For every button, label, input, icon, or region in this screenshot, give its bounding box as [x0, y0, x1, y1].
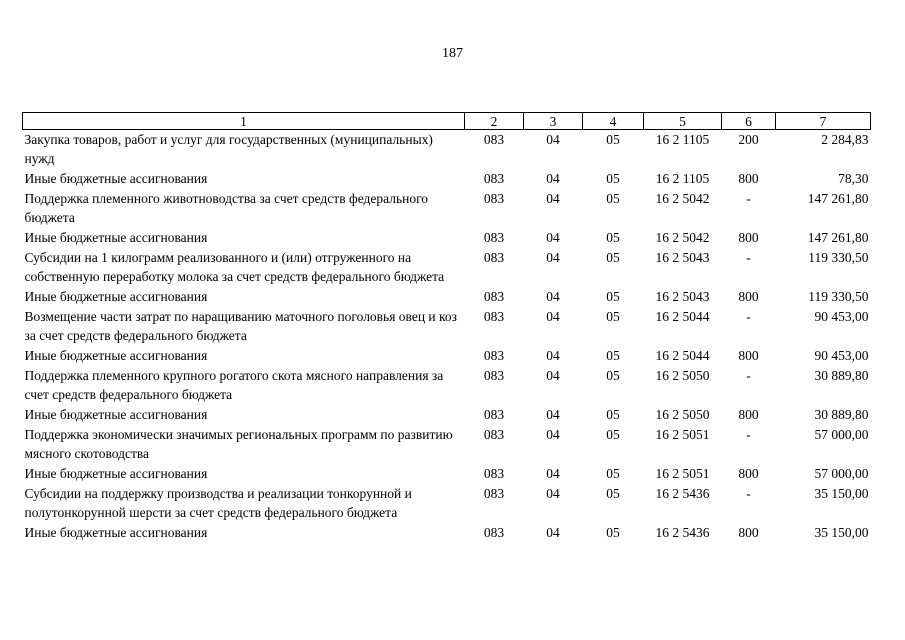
row-name: Поддержка экономически значимых региональных программ по развитию мясного скотоводства [24, 427, 453, 461]
table-row [23, 345, 871, 365]
row-code-6: - [746, 486, 751, 501]
row-code-5: 16 2 1105 [655, 171, 710, 186]
table-row [23, 424, 871, 463]
row-code-4: 05 [606, 230, 620, 245]
row-code-4: 05 [606, 250, 620, 265]
row-code-2: 083 [483, 525, 505, 540]
row-code-2: 083 [483, 407, 505, 422]
row-amount: 90 453,00 [814, 309, 869, 324]
table-row [23, 188, 871, 227]
row-code-5: 16 2 5050 [655, 368, 710, 383]
column-header-2: 2 [465, 113, 524, 130]
row-amount: 30 889,80 [814, 407, 869, 422]
row-name: Иные бюджетные ассигнования [24, 407, 208, 422]
row-code-5: 16 2 5436 [655, 525, 710, 540]
row-code-3: 04 [546, 407, 560, 422]
row-code-3: 04 [546, 309, 560, 324]
row-amount: 147 261,80 [807, 191, 869, 206]
row-code-2: 083 [483, 427, 505, 442]
row-code-5: 16 2 1105 [655, 132, 710, 147]
column-header-3: 3 [524, 113, 583, 130]
row-name: Возмещение части затрат по наращиванию маточного поголовья овец и коз за счет средств федерального бюджета [24, 309, 457, 343]
column-header-6: 6 [722, 113, 776, 130]
row-code-4: 05 [606, 525, 620, 540]
row-name: Иные бюджетные ассигнования [24, 348, 208, 363]
table-row [23, 168, 871, 188]
row-code-4: 05 [606, 407, 620, 422]
row-amount: 119 330,50 [808, 289, 869, 304]
row-amount: 35 150,00 [814, 486, 869, 501]
row-code-6: 800 [738, 466, 759, 481]
row-code-5: 16 2 5050 [655, 407, 710, 422]
row-code-2: 083 [483, 309, 505, 324]
row-code-6: - [746, 368, 751, 383]
table-row [23, 286, 871, 306]
row-code-5: 16 2 5042 [655, 230, 710, 245]
table-row [23, 247, 871, 286]
table-row [23, 365, 871, 404]
row-code-5: 16 2 5051 [655, 427, 710, 442]
row-name: Иные бюджетные ассигнования [24, 289, 208, 304]
table-row [23, 130, 871, 169]
row-amount: 2 284,83 [821, 132, 869, 147]
row-code-2: 083 [483, 368, 505, 383]
table-body [23, 130, 871, 543]
row-code-3: 04 [546, 230, 560, 245]
row-code-4: 05 [606, 289, 620, 304]
row-name: Иные бюджетные ассигнования [24, 466, 208, 481]
row-code-2: 083 [483, 191, 505, 206]
column-header-4: 4 [583, 113, 644, 130]
row-code-3: 04 [546, 525, 560, 540]
page-number: 187 [442, 46, 463, 61]
row-code-2: 083 [483, 486, 505, 501]
row-code-4: 05 [606, 427, 620, 442]
table-header-row [23, 113, 871, 130]
row-code-4: 05 [606, 368, 620, 383]
row-code-6: 800 [738, 289, 759, 304]
row-code-6: - [746, 191, 751, 206]
row-code-3: 04 [546, 289, 560, 304]
row-code-4: 05 [606, 486, 620, 501]
row-code-3: 04 [546, 486, 560, 501]
row-code-6: 800 [738, 407, 759, 422]
row-name: Субсидии на 1 килограмм реализованного и (или) отгруженного на собственную переработку молока за счет средств федерального бюджета [24, 250, 445, 284]
row-code-3: 04 [546, 171, 560, 186]
row-code-3: 04 [546, 191, 560, 206]
row-code-6: 800 [738, 171, 759, 186]
row-amount: 119 330,50 [808, 250, 869, 265]
row-name: Иные бюджетные ассигнования [24, 525, 208, 540]
row-code-3: 04 [546, 132, 560, 147]
table-row [23, 483, 871, 522]
row-code-4: 05 [606, 309, 620, 324]
row-code-5: 16 2 5051 [655, 466, 710, 481]
row-code-3: 04 [546, 348, 560, 363]
table-row [23, 522, 871, 542]
row-code-3: 04 [546, 368, 560, 383]
row-amount: 30 889,80 [814, 368, 869, 383]
row-code-6: 200 [738, 132, 759, 147]
column-header-1: 1 [23, 113, 465, 130]
row-amount: 57 000,00 [814, 466, 869, 481]
row-code-4: 05 [606, 191, 620, 206]
row-code-2: 083 [483, 132, 505, 147]
row-code-5: 16 2 5042 [655, 191, 710, 206]
row-code-5: 16 2 5044 [655, 348, 710, 363]
row-code-5: 16 2 5043 [655, 289, 710, 304]
table-row [23, 227, 871, 247]
row-name: Закупка товаров, работ и услуг для государственных (муниципальных) нужд [24, 132, 433, 166]
row-amount: 147 261,80 [807, 230, 869, 245]
row-code-6: - [746, 250, 751, 265]
row-code-4: 05 [606, 132, 620, 147]
row-code-2: 083 [483, 348, 505, 363]
row-name: Субсидии на поддержку производства и реализации тонкорунной и полутонкорунной шерсти за счет средств федерального бюджета [24, 486, 412, 520]
row-code-3: 04 [546, 250, 560, 265]
row-code-5: 16 2 5436 [655, 486, 710, 501]
row-code-6: 800 [738, 525, 759, 540]
row-code-6: - [746, 427, 751, 442]
row-code-4: 05 [606, 171, 620, 186]
table-row [23, 463, 871, 483]
row-amount: 90 453,00 [814, 348, 869, 363]
row-name: Иные бюджетные ассигнования [24, 230, 208, 245]
row-code-4: 05 [606, 348, 620, 363]
row-code-6: - [746, 309, 751, 324]
row-code-6: 800 [738, 230, 759, 245]
row-amount: 35 150,00 [814, 525, 869, 540]
column-header-5: 5 [644, 113, 722, 130]
row-code-2: 083 [483, 171, 505, 186]
row-code-4: 05 [606, 466, 620, 481]
budget-table [22, 112, 871, 542]
row-code-6: 800 [738, 348, 759, 363]
table-row [23, 306, 871, 345]
row-code-2: 083 [483, 466, 505, 481]
row-amount: 78,30 [838, 171, 869, 186]
row-code-3: 04 [546, 427, 560, 442]
table-row [23, 404, 871, 424]
row-code-2: 083 [483, 230, 505, 245]
row-amount: 57 000,00 [814, 427, 869, 442]
column-header-7: 7 [776, 113, 871, 130]
row-code-2: 083 [483, 289, 505, 304]
row-code-3: 04 [546, 466, 560, 481]
row-code-2: 083 [483, 250, 505, 265]
row-code-5: 16 2 5044 [655, 309, 710, 324]
row-code-5: 16 2 5043 [655, 250, 710, 265]
row-name: Поддержка племенного животноводства за счет средств федерального бюджета [24, 191, 429, 225]
row-name: Поддержка племенного крупного рогатого скота мясного направления за счет средств федерального бюджета [24, 368, 444, 402]
row-name: Иные бюджетные ассигнования [24, 171, 208, 186]
